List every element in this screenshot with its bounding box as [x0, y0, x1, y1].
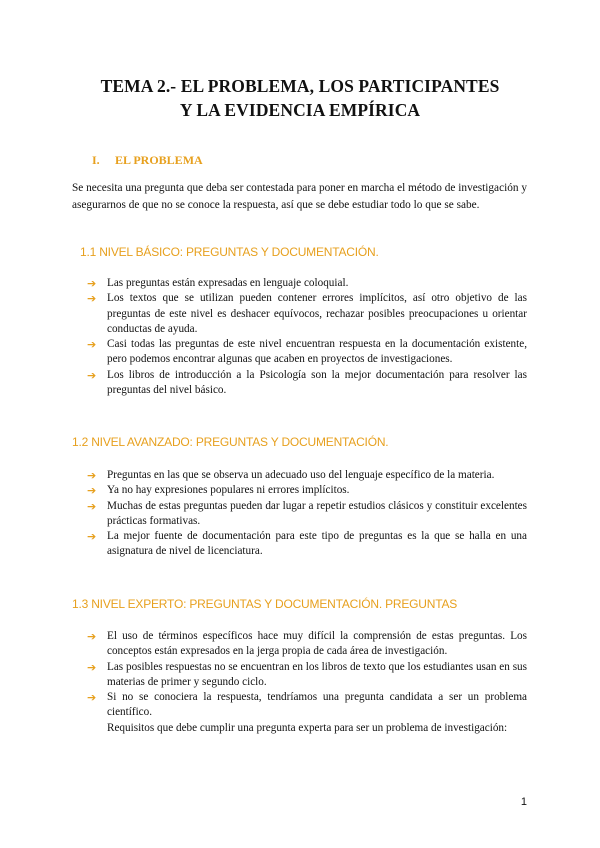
subsection-heading-advanced: 1.2 NIVEL AVANZADO: PREGUNTAS Y DOCUMENTACIÓN. — [72, 435, 389, 449]
list-item — [87, 499, 527, 530]
intro-paragraph: Se necesita una pregunta que deba ser contestada para poner en marcha el método de investigación y asegurarnos de que no se conoce la respuesta, así que se debe estudiar todo lo que se sabe. — [72, 182, 527, 211]
bullet-list-basic — [87, 276, 527, 398]
bullet-list-advanced — [87, 468, 527, 560]
list-item-text: Si no se conociera la respuesta, tendríamos una pregunta candidata a ser un problema científico. — [107, 691, 527, 719]
list-item — [87, 529, 527, 560]
list-item-text: Casi todas las preguntas de este nivel encuentran respuesta en la documentación existente, pero podemos encontrar algunas que acaben en proyectos de investigaciones. — [107, 338, 527, 366]
list-item-text: Las posibles respuestas no se encuentran en los libros de texto que los estudiantes usan en sus materias de primer y segundo ciclo. — [107, 660, 527, 688]
arrow-right-icon: ➔ — [87, 368, 97, 382]
arrow-right-icon: ➔ — [87, 469, 97, 482]
list-item — [87, 368, 527, 399]
arrow-right-icon: ➔ — [87, 691, 97, 705]
arrow-right-icon: ➔ — [87, 277, 97, 290]
title-line-1: TEMA 2.- EL PROBLEMA, LOS PARTICIPANTES — [100, 76, 500, 96]
list-item — [87, 690, 527, 736]
bullet-list-expert — [87, 629, 527, 736]
page-title — [60, 74, 540, 122]
list-item — [87, 629, 527, 660]
arrow-right-icon: ➔ — [87, 292, 97, 306]
section-number: I. — [92, 153, 100, 167]
subsection-heading-expert: 1.3 NIVEL EXPERTO: PREGUNTAS Y DOCUMENTACIÓN. PREGUNTAS — [72, 597, 458, 611]
list-item — [87, 468, 527, 483]
list-item-text: El uso de términos específicos hace muy difícil la comprensión de estas preguntas. Los conceptos están expresados en la jerga propia de cada área de investigación. — [107, 630, 527, 658]
list-item-text: Los libros de introducción a la Psicología son la mejor documentación para resolver las preguntas del nivel básico. — [107, 368, 527, 397]
section-heading — [92, 153, 203, 168]
list-item — [87, 291, 527, 337]
list-item-text: Ya no hay expresiones populares ni errores implícitos. — [107, 484, 350, 497]
page-number: 1 — [520, 796, 527, 808]
list-item-text: Los textos que se utilizan pueden contener errores implícitos, así otro objetivo de las preguntas de este nivel es deshacer equívocos, rechazar posibles preocupaciones u orientar conductas de ayuda. — [107, 292, 527, 335]
list-item — [87, 276, 527, 291]
arrow-right-icon: ➔ — [87, 499, 97, 513]
list-item-text: Muchas de estas preguntas pueden dar lugar a repetir estudios clásicos y constituir excelentes prácticas formativas. — [107, 499, 527, 527]
arrow-right-icon: ➔ — [87, 530, 97, 544]
list-item — [87, 660, 527, 691]
title-line-2: Y LA EVIDENCIA EMPÍRICA — [179, 100, 421, 120]
subsection-heading-basic: 1.1 NIVEL BÁSICO: PREGUNTAS Y DOCUMENTACIÓN. — [80, 245, 379, 259]
list-item-text: Preguntas en las que se observa un adecuado uso del lenguaje específico de la materia. — [107, 469, 495, 481]
list-item — [87, 337, 527, 368]
list-item — [87, 483, 527, 498]
arrow-right-icon: ➔ — [87, 660, 97, 674]
arrow-right-icon: ➔ — [87, 630, 97, 643]
section-label: EL PROBLEMA — [115, 153, 203, 167]
arrow-right-icon: ➔ — [87, 338, 97, 352]
arrow-right-icon: ➔ — [87, 484, 97, 498]
list-item-text: La mejor fuente de documentación para este tipo de preguntas es la que se halla en una asignatura de nivel de licenciatura. — [107, 530, 527, 558]
list-item-text: Las preguntas están expresadas en lenguaje coloquial. — [107, 277, 349, 289]
requirements-text: Requisitos que debe cumplir una pregunta experta para ser un problema de investigación: — [107, 721, 508, 734]
